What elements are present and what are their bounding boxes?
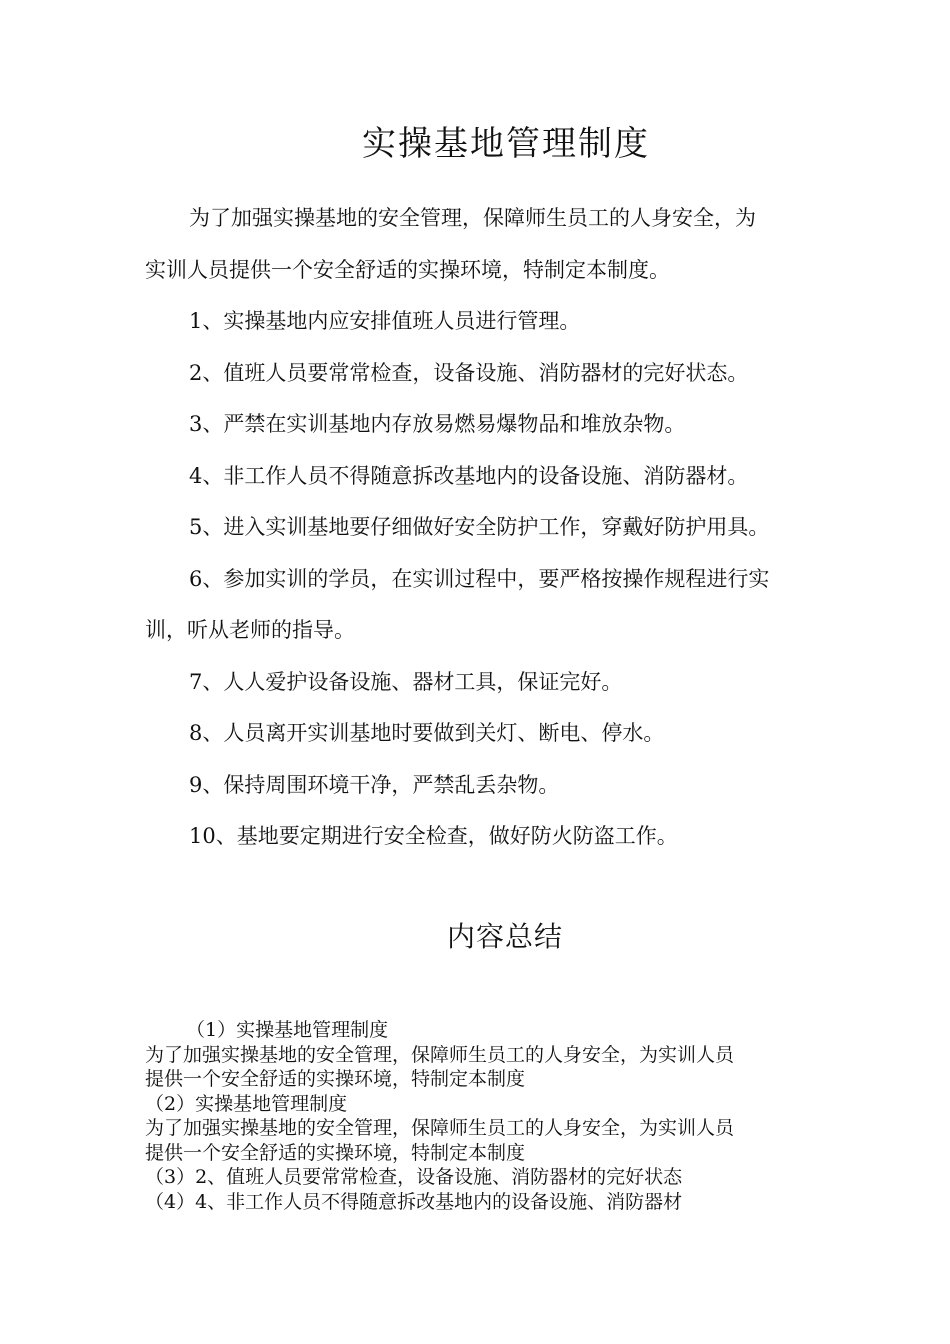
rule-item-10: 10、基地要定期进行安全检查，做好防火防盗工作。: [189, 824, 678, 848]
intro-paragraph-line-2: 实训人员提供一个安全舒适的实操环境，特制定本制度。: [145, 257, 670, 282]
document-title: 实操基地管理制度: [362, 124, 650, 164]
rule-item-6: 6、参加实训的学员，在实训过程中，要严格按操作规程进行实: [189, 566, 770, 591]
summary-line: （1）实操基地管理制度: [186, 1019, 389, 1041]
rule-item-4: 4、非工作人员不得随意拆改基地内的设备设施、消防器材。: [189, 463, 749, 488]
rule-item-6-continued: 训，听从老师的指导。: [145, 618, 355, 642]
rule-item-9: 9、保持周围环境干净，严禁乱丢杂物。: [189, 772, 560, 797]
summary-title: 内容总结: [446, 920, 563, 953]
rule-item-1: 1、实操基地内应安排值班人员进行管理。: [189, 309, 581, 333]
summary-line: 提供一个安全舒适的实操环境，特制定本制度: [145, 1068, 526, 1090]
summary-block: [145, 1018, 825, 1214]
rule-item-2: 2、值班人员要常常检查，设备设施、消防器材的完好状态。: [189, 360, 749, 385]
document-body: [145, 193, 817, 863]
rule-item-7: 7、人人爱护设备设施、器材工具，保证完好。: [189, 669, 623, 694]
summary-line: 为了加强实操基地的安全管理，保障师生员工的人身安全，为实训人员: [145, 1117, 735, 1139]
summary-line: （2）实操基地管理制度: [145, 1092, 348, 1115]
intro-paragraph-line-1: 为了加强实操基地的安全管理，保障师生员工的人身安全，为: [189, 206, 756, 230]
rule-item-8: 8、人员离开实训基地时要做到关灯、断电、停水。: [189, 721, 665, 745]
summary-line: 提供一个安全舒适的实操环境，特制定本制度: [145, 1141, 526, 1164]
summary-line: （3）2、值班人员要常常检查，设备设施、消防器材的完好状态: [145, 1166, 683, 1188]
summary-line: 为了加强实操基地的安全管理，保障师生员工的人身安全，为实训人员: [145, 1043, 735, 1066]
rule-item-5: 5、进入实训基地要仔细做好安全防护工作，穿戴好防护用具。: [189, 515, 770, 539]
rule-item-3: 3、严禁在实训基地内存放易燃易爆物品和堆放杂物。: [189, 412, 686, 436]
summary-line: （4）4、非工作人员不得随意拆改基地内的设备设施、消防器材: [145, 1190, 683, 1213]
